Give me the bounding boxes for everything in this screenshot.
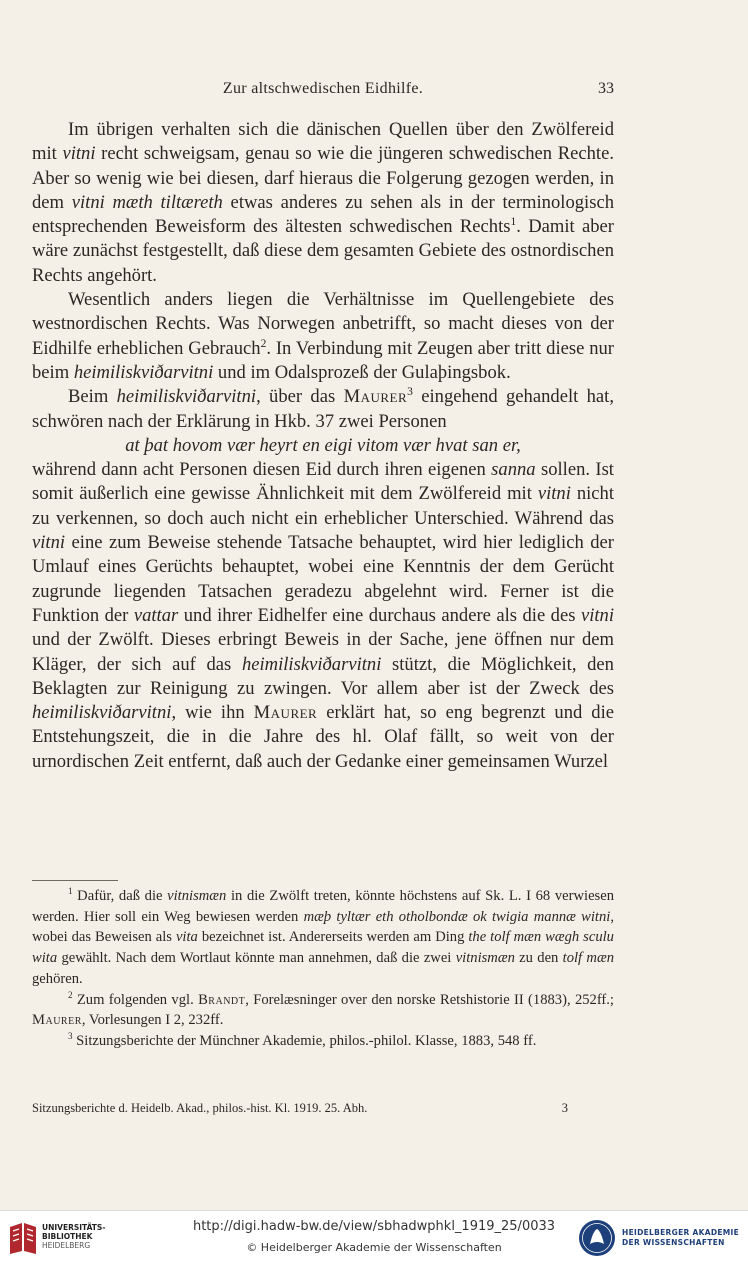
paragraph: Im übrigen verhalten sich die dänischen Quellen über den Zwölfereid mit vitni recht schweigsam, genau so wie die jüngeren schwedischen Rechte. Aber so wenig wie bei diesen, darf hieraus die Folgerung gezogen werden, in dem vitni mæth tiltæreth etwas anderes zu sehen als in der terminologisch entsprechenden Beweisform des ältesten schwedischen Rechts$^1$. Damit aber wäre zunächst festgestellt, daß diese dem gesamten Gebiete des ostnordischen Rechts angehört.: [32, 119, 614, 286]
signature-text: Sitzungsberichte d. Heidelb. Akad., philos.-hist. Kl. 1919. 25. Abh.: [32, 1101, 368, 1115]
footnote: $^2$ Zum folgenden vgl. Brandt, Forelæsninger over den norske Retshistorie II (1883), 252ff.; Maurer, Vorlesungen I 2, 232ff.: [32, 989, 614, 1029]
paragraph: während dann acht Personen diesen Eid durch ihren eigenen sanna sollen. Ist somit äußerlich eine gewisse Ähnlichkeit mit dem Zwölfereid mit vitni nicht zu verkennen, so doch auch nicht ein erheblicher Unterschied. Während das vitni eine zum Beweise stehende Tatsache behauptet, wird hier lediglich der Umlauf eines Gerüchts behauptet, wobei eine Kenntnis der dem Gerücht zugrunde liegenden Tatsachen geradezu abgelehnt wird. Ferner ist die Funktion der vattar und ihrer Eidhelfer eine durchaus andere als die des vitni und der Zwölft. Dieses erbringt Beweis in der Sache, jene öffnen nur dem Kläger, der sich auf das heimiliskviðarvitni stützt, die Möglichkeit, den Beklagten zur Reinigung zu zwingen. Vor allem aber ist der Zweck des heimiliskviðarvitni, wie ihn Maurer erklärt hat, so eng begrenzt und die Entstehungszeit, die in die Jahre des hl. Olaf fällt, so weit von der urnordischen Zeit entfernt, daß auch der Gedanke einer gemeinsamen Wurzel: [32, 459, 614, 772]
viewer-footer: [0, 1210, 748, 1266]
permalink-url[interactable]: http://digi.hadw-bw.de/view/sbhadwphkl_1919_25/0033: [192, 1219, 556, 1234]
running-head: [32, 80, 614, 104]
academy-seal-icon[interactable]: [578, 1219, 616, 1257]
footnote: $^1$ Dafür, daß die vitnismæn in die Zwölft treten, könnte höchstens auf Sk. L. I 68 verwiesen werden. Hier soll ein Weg bewiesen werden mæþ tyltær eth otholbondæ ok twigia mannæ witni, wobei das Beweisen als vita bezeichnet ist. Andererseits werden am Ding the tolf mæn wægh sculu wita gewählt. Nach dem Wortlaut könnte man annehmen, daß die zwei vitnismæn zu den tolf mæn gehören.: [32, 886, 614, 987]
footnote-ref: 2: [260, 337, 267, 350]
paragraph: Beim heimiliskviðarvitni, über das Maurer$^3$ eingehend gehandelt hat, schwören nach der Erklärung in Hkb. 37 zwei Personen: [32, 386, 614, 432]
footnotes: [32, 886, 614, 1052]
footnote: $^3$ Sitzungsberichte der Münchner Akademie, philos.-philol. Klasse, 1883, 548 ff.: [68, 1031, 537, 1049]
paragraph: Wesentlich anders liegen die Verhältnisse im Quellengebiete des westnordischen Rechts. Was Norwegen anbetrifft, so macht dieses von der Eidhilfe erheblichen Gebrauch$^2$. In Verbindung mit Zeugen aber tritt diese nur beim heimiliskviðarvitni und im Odalsprozeß der Gulaþingsbok.: [32, 289, 615, 383]
page-number: 33: [598, 80, 614, 97]
signature-number: 3: [561, 1101, 568, 1115]
footnote-ref: 3: [407, 386, 413, 399]
footnote-separator: [32, 880, 118, 881]
printer-signature: [32, 1101, 614, 1121]
copyright-notice: © Heidelberger Akademie der Wissenschaften: [246, 1241, 502, 1254]
library-name[interactable]: UNIVERSITÄTS- BIBLIOTHEK HEIDELBERG: [42, 1223, 106, 1250]
body-text: [32, 118, 614, 774]
quotation: at þat hovom vær heyrt en eigi vitom vær hvat san er,: [125, 434, 521, 456]
running-title: Zur altschwedischen Eidhilfe.: [222, 80, 424, 97]
academy-name[interactable]: HEIDELBERGER AKADEMIE DER WISSENSCHAFTEN: [622, 1228, 740, 1247]
footnote-ref: 1: [510, 216, 517, 228]
